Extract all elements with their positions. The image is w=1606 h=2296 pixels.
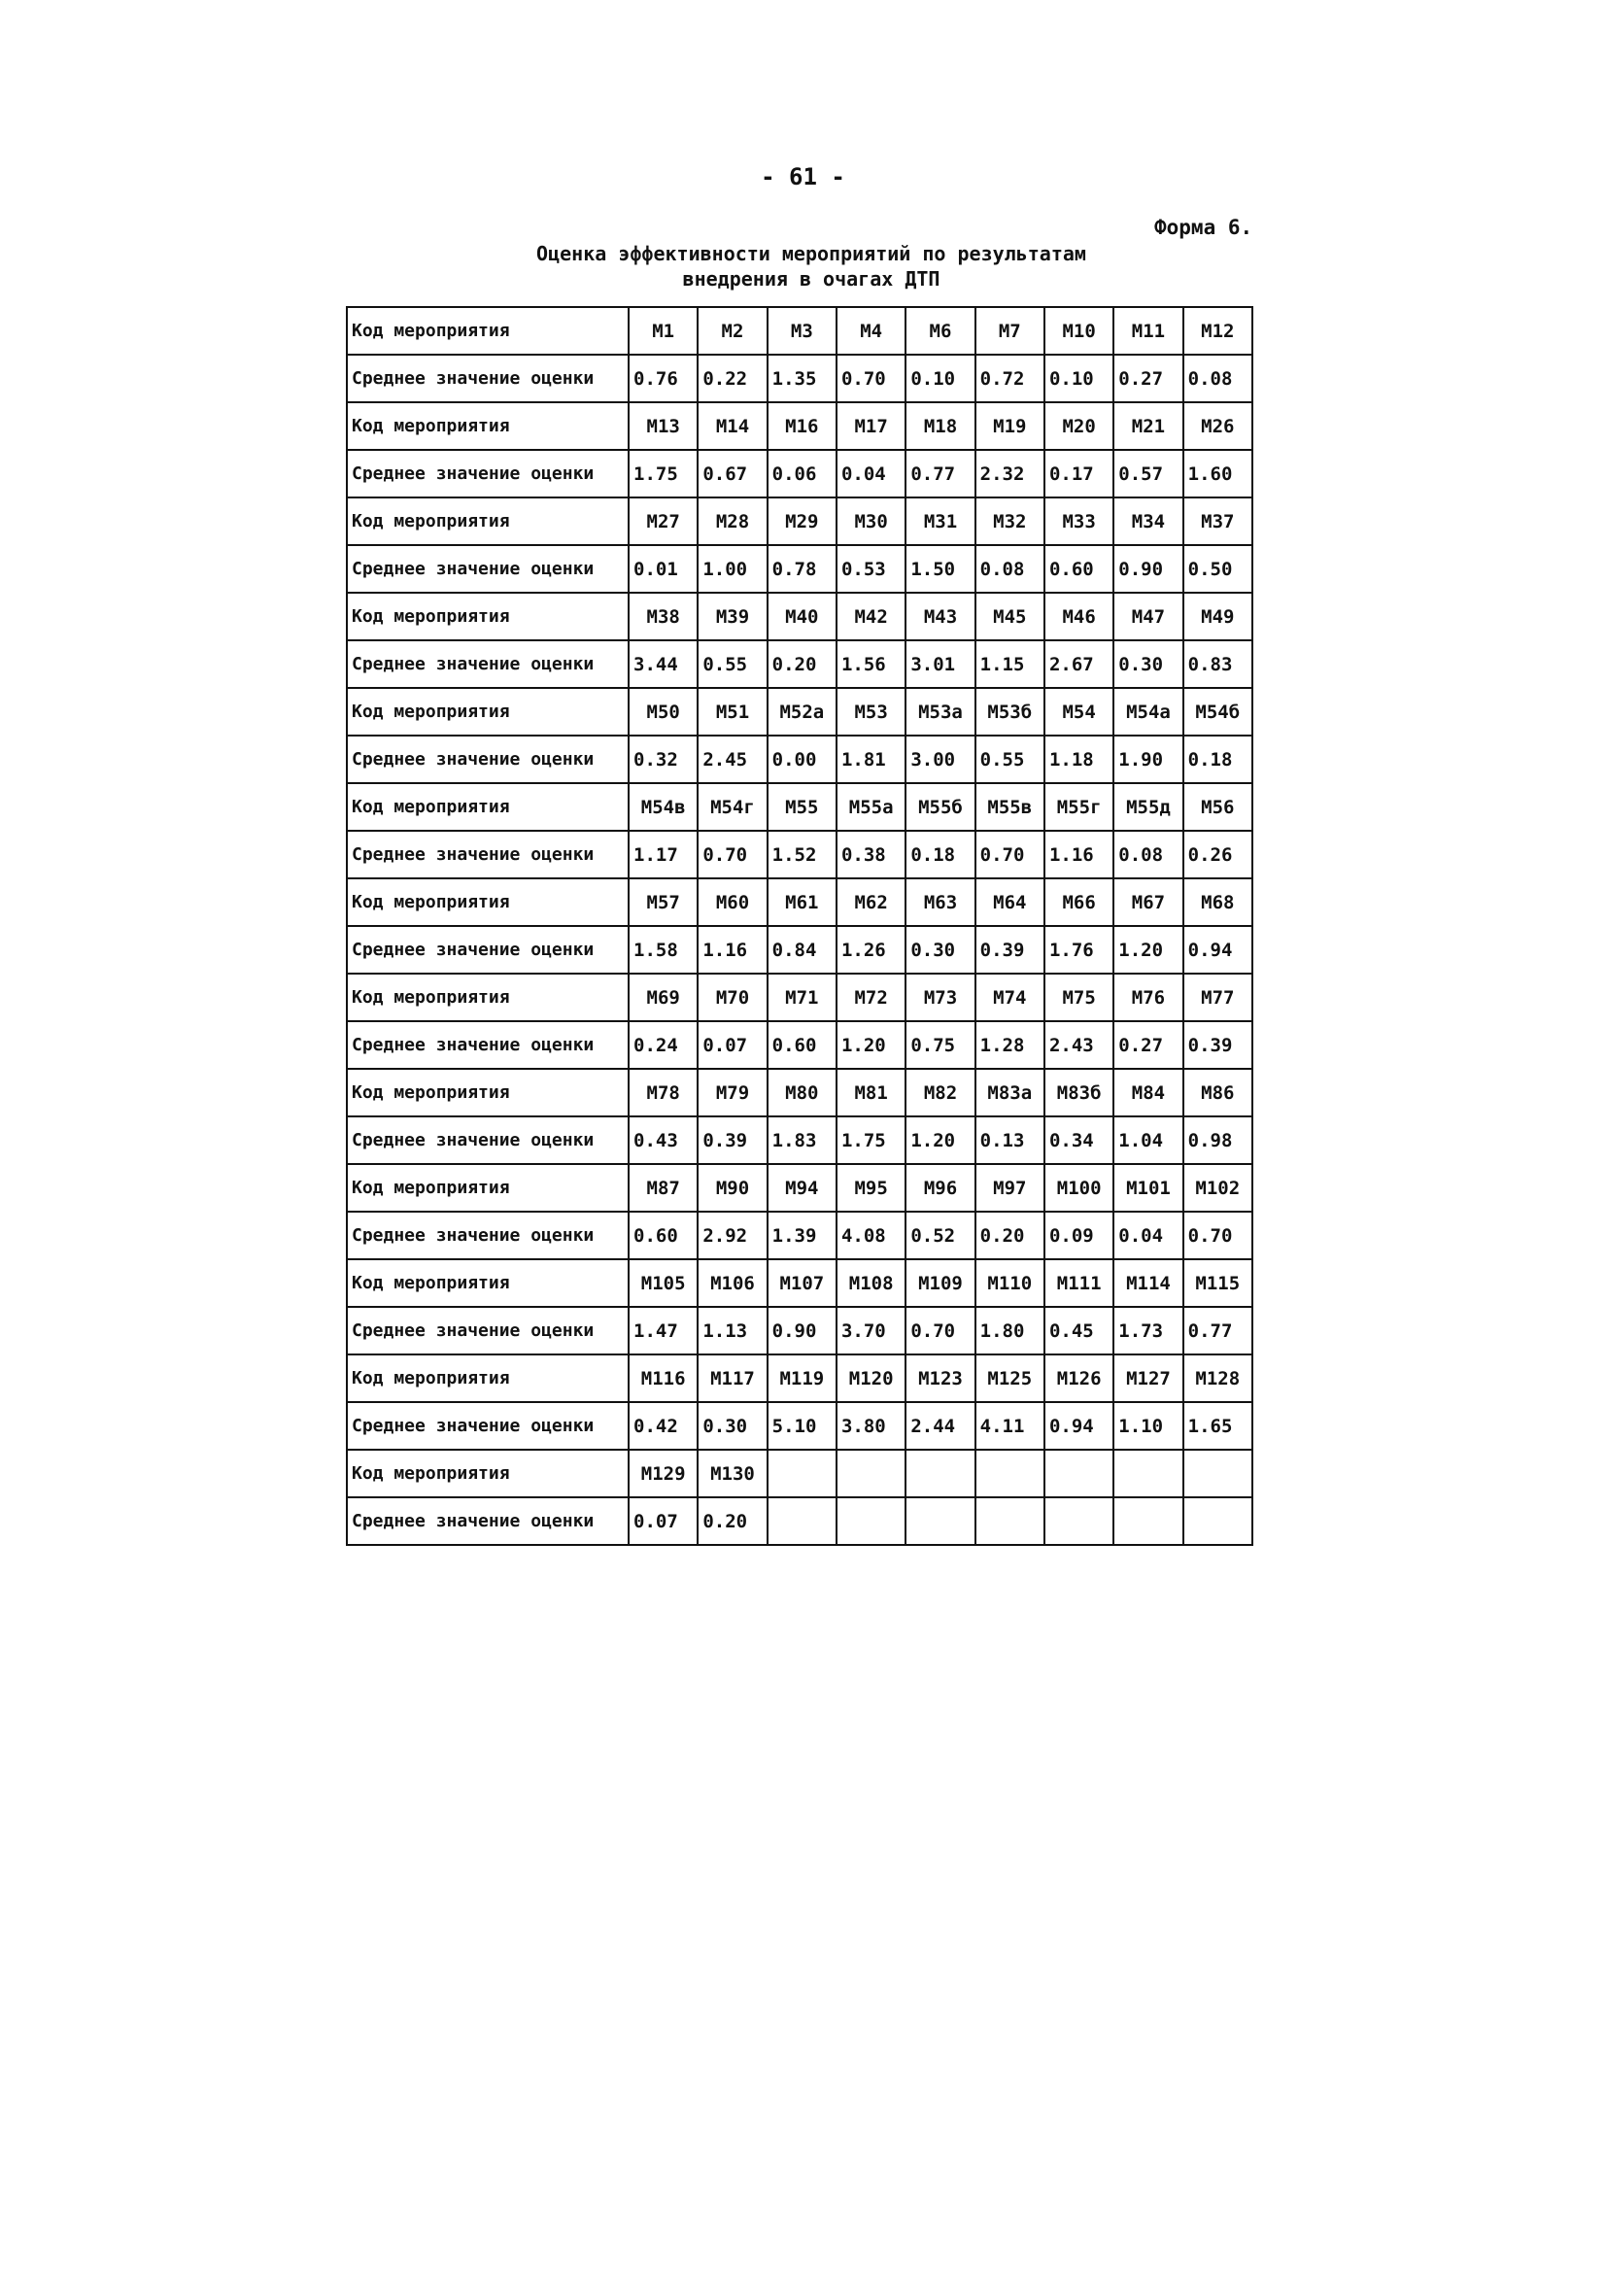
measure-code-cell: M10	[1044, 307, 1113, 355]
score-value-cell: 1.75	[837, 1116, 906, 1164]
code-row-label: Код мероприятия	[347, 974, 629, 1021]
score-value-cell: 0.77	[906, 450, 974, 497]
score-value-cell: 1.81	[837, 736, 906, 783]
measure-code-cell: M70	[698, 974, 767, 1021]
measure-code-cell: M6	[906, 307, 974, 355]
score-value-cell: 1.16	[698, 926, 767, 974]
measure-code-cell: M71	[768, 974, 837, 1021]
code-row-label: Код мероприятия	[347, 1069, 629, 1116]
value-row-label: Среднее значение оценки	[347, 640, 629, 688]
measure-code-cell: M13	[629, 402, 698, 450]
measure-code-cell: M83б	[1044, 1069, 1113, 1116]
code-row-label: Код мероприятия	[347, 1354, 629, 1402]
score-value-cell: 0.57	[1113, 450, 1182, 497]
score-value-cell: 1.00	[698, 545, 767, 593]
measure-code-cell: M50	[629, 688, 698, 736]
score-value-cell: 0.70	[975, 831, 1044, 878]
score-value-cell: 0.18	[1183, 736, 1252, 783]
score-value-cell: 1.60	[1183, 450, 1252, 497]
score-value-cell: 1.20	[1113, 926, 1182, 974]
measure-code-cell: M29	[768, 497, 837, 545]
code-row	[347, 783, 1252, 831]
measure-code-cell: M82	[906, 1069, 974, 1116]
measure-code-cell: M19	[975, 402, 1044, 450]
score-value-cell: 0.30	[1113, 640, 1182, 688]
measure-code-cell: M116	[629, 1354, 698, 1402]
code-row	[347, 307, 1252, 355]
measure-code-cell: M120	[837, 1354, 906, 1402]
measure-code-cell: M126	[1044, 1354, 1113, 1402]
measure-code-cell: M55в	[975, 783, 1044, 831]
measure-code-cell: M54	[1044, 688, 1113, 736]
measure-code-cell: M39	[698, 593, 767, 640]
score-value-cell	[768, 1497, 837, 1545]
score-value-cell: 1.20	[906, 1116, 974, 1164]
measure-code-cell: M55a	[837, 783, 906, 831]
measures-table	[346, 306, 1253, 1546]
score-value-cell: 1.10	[1113, 1402, 1182, 1450]
measure-code-cell: M61	[768, 878, 837, 926]
measure-code-cell: M11	[1113, 307, 1182, 355]
measure-code-cell: M51	[698, 688, 767, 736]
score-value-cell: 1.50	[906, 545, 974, 593]
value-row	[347, 1497, 1252, 1545]
score-value-cell: 1.76	[1044, 926, 1113, 974]
score-value-cell	[1113, 1497, 1182, 1545]
measure-code-cell: M73	[906, 974, 974, 1021]
value-row-label: Среднее значение оценки	[347, 1497, 629, 1545]
measure-code-cell: M37	[1183, 497, 1252, 545]
measure-code-cell: M94	[768, 1164, 837, 1212]
score-value-cell: 1.26	[837, 926, 906, 974]
measure-code-cell: M110	[975, 1259, 1044, 1307]
measure-code-cell: M55д	[1113, 783, 1182, 831]
measure-code-cell	[768, 1450, 837, 1497]
score-value-cell: 0.45	[1044, 1307, 1113, 1354]
measure-code-cell: M33	[1044, 497, 1113, 545]
measure-code-cell: M46	[1044, 593, 1113, 640]
measure-code-cell: M101	[1113, 1164, 1182, 1212]
score-value-cell: 5.10	[768, 1402, 837, 1450]
code-row-label: Код мероприятия	[347, 593, 629, 640]
measure-code-cell: M127	[1113, 1354, 1182, 1402]
code-row	[347, 593, 1252, 640]
measure-code-cell: M2	[698, 307, 767, 355]
score-value-cell: 0.39	[698, 1116, 767, 1164]
value-row	[347, 736, 1252, 783]
score-value-cell: 0.30	[906, 926, 974, 974]
measure-code-cell: M56	[1183, 783, 1252, 831]
score-value-cell: 0.90	[768, 1307, 837, 1354]
measure-code-cell: M87	[629, 1164, 698, 1212]
measure-code-cell: M55б	[906, 783, 974, 831]
measure-code-cell: M53	[837, 688, 906, 736]
score-value-cell: 2.32	[975, 450, 1044, 497]
measure-code-cell: M34	[1113, 497, 1182, 545]
score-value-cell: 0.94	[1044, 1402, 1113, 1450]
score-value-cell: 0.04	[837, 450, 906, 497]
score-value-cell: 0.22	[698, 355, 767, 402]
measure-code-cell	[837, 1450, 906, 1497]
measure-code-cell: M107	[768, 1259, 837, 1307]
measure-code-cell: M123	[906, 1354, 974, 1402]
score-value-cell: 0.43	[629, 1116, 698, 1164]
measure-code-cell: M108	[837, 1259, 906, 1307]
score-value-cell: 0.70	[906, 1307, 974, 1354]
measure-code-cell: M75	[1044, 974, 1113, 1021]
measure-code-cell: M21	[1113, 402, 1182, 450]
measure-code-cell: M96	[906, 1164, 974, 1212]
score-value-cell: 0.04	[1113, 1212, 1182, 1259]
measure-code-cell: M80	[768, 1069, 837, 1116]
score-value-cell: 0.10	[1044, 355, 1113, 402]
value-row-label: Среднее значение оценки	[347, 736, 629, 783]
value-row-label: Среднее значение оценки	[347, 1021, 629, 1069]
score-value-cell: 1.35	[768, 355, 837, 402]
value-row-label: Среднее значение оценки	[347, 831, 629, 878]
measure-code-cell: M63	[906, 878, 974, 926]
score-value-cell: 0.08	[975, 545, 1044, 593]
score-value-cell: 0.17	[1044, 450, 1113, 497]
measure-code-cell: M74	[975, 974, 1044, 1021]
measure-code-cell: M47	[1113, 593, 1182, 640]
score-value-cell: 1.65	[1183, 1402, 1252, 1450]
score-value-cell: 1.16	[1044, 831, 1113, 878]
score-value-cell: 1.39	[768, 1212, 837, 1259]
code-row-label: Код мероприятия	[347, 1164, 629, 1212]
measure-code-cell: M1	[629, 307, 698, 355]
score-value-cell	[906, 1497, 974, 1545]
score-value-cell	[1183, 1497, 1252, 1545]
measure-code-cell: M49	[1183, 593, 1252, 640]
measure-code-cell: M67	[1113, 878, 1182, 926]
measure-code-cell: M53б	[975, 688, 1044, 736]
value-row-label: Среднее значение оценки	[347, 355, 629, 402]
value-row-label: Среднее значение оценки	[347, 1307, 629, 1354]
value-row	[347, 926, 1252, 974]
value-row-label: Среднее значение оценки	[347, 1402, 629, 1450]
measure-code-cell: M55г	[1044, 783, 1113, 831]
measure-code-cell: M4	[837, 307, 906, 355]
score-value-cell: 0.70	[837, 355, 906, 402]
code-row	[347, 1354, 1252, 1402]
value-row	[347, 1116, 1252, 1164]
score-value-cell: 0.77	[1183, 1307, 1252, 1354]
score-value-cell: 0.06	[768, 450, 837, 497]
score-value-cell	[837, 1497, 906, 1545]
measure-code-cell: M54a	[1113, 688, 1182, 736]
score-value-cell	[1044, 1497, 1113, 1545]
measure-code-cell: M109	[906, 1259, 974, 1307]
measure-code-cell: M128	[1183, 1354, 1252, 1402]
score-value-cell: 0.20	[698, 1497, 767, 1545]
score-value-cell: 4.08	[837, 1212, 906, 1259]
measure-code-cell: M54в	[629, 783, 698, 831]
score-value-cell: 0.39	[1183, 1021, 1252, 1069]
score-value-cell: 0.52	[906, 1212, 974, 1259]
value-row	[347, 1212, 1252, 1259]
code-row	[347, 402, 1252, 450]
form-label: Форма 6.	[1154, 216, 1253, 239]
title-line-1: Оценка эффективности мероприятий по результатам	[536, 242, 1086, 265]
value-row	[347, 831, 1252, 878]
measure-code-cell: M54г	[698, 783, 767, 831]
measure-code-cell: M38	[629, 593, 698, 640]
value-row	[347, 1402, 1252, 1450]
measure-code-cell: M129	[629, 1450, 698, 1497]
measure-code-cell: M106	[698, 1259, 767, 1307]
score-value-cell: 0.39	[975, 926, 1044, 974]
score-value-cell: 2.92	[698, 1212, 767, 1259]
value-row-label: Среднее значение оценки	[347, 926, 629, 974]
value-row-label: Среднее значение оценки	[347, 1116, 629, 1164]
measure-code-cell: M16	[768, 402, 837, 450]
score-value-cell: 0.60	[629, 1212, 698, 1259]
score-value-cell: 0.27	[1113, 1021, 1182, 1069]
measure-code-cell: M28	[698, 497, 767, 545]
value-row	[347, 450, 1252, 497]
score-value-cell	[975, 1497, 1044, 1545]
score-value-cell: 1.83	[768, 1116, 837, 1164]
score-value-cell: 4.11	[975, 1402, 1044, 1450]
score-value-cell: 0.24	[629, 1021, 698, 1069]
measure-code-cell: M114	[1113, 1259, 1182, 1307]
measure-code-cell	[1113, 1450, 1182, 1497]
code-row-label: Код мероприятия	[347, 402, 629, 450]
measure-code-cell: M40	[768, 593, 837, 640]
measure-code-cell: M97	[975, 1164, 1044, 1212]
code-row	[347, 497, 1252, 545]
page-number: - 61 -	[761, 163, 845, 190]
measure-code-cell: M78	[629, 1069, 698, 1116]
measure-code-cell: M31	[906, 497, 974, 545]
measure-code-cell: M86	[1183, 1069, 1252, 1116]
measure-code-cell: M42	[837, 593, 906, 640]
measure-code-cell: M76	[1113, 974, 1182, 1021]
measure-code-cell	[1183, 1450, 1252, 1497]
code-row-label: Код мероприятия	[347, 688, 629, 736]
measure-code-cell: M77	[1183, 974, 1252, 1021]
measure-code-cell: M14	[698, 402, 767, 450]
score-value-cell: 0.10	[906, 355, 974, 402]
score-value-cell: 0.01	[629, 545, 698, 593]
code-row-label: Код мероприятия	[347, 497, 629, 545]
code-row	[347, 974, 1252, 1021]
measure-code-cell: M55	[768, 783, 837, 831]
measure-code-cell: M68	[1183, 878, 1252, 926]
measure-code-cell: M53a	[906, 688, 974, 736]
code-row-label: Код мероприятия	[347, 1259, 629, 1307]
score-value-cell: 0.13	[975, 1116, 1044, 1164]
value-row-label: Среднее значение оценки	[347, 450, 629, 497]
measure-code-cell: M83a	[975, 1069, 1044, 1116]
score-value-cell: 0.20	[975, 1212, 1044, 1259]
score-value-cell: 3.01	[906, 640, 974, 688]
code-row-label: Код мероприятия	[347, 307, 629, 355]
value-row	[347, 640, 1252, 688]
measure-code-cell	[1044, 1450, 1113, 1497]
title-line-2: внедрения в очагах ДТП	[682, 267, 940, 291]
code-row	[347, 688, 1252, 736]
score-value-cell: 0.55	[698, 640, 767, 688]
measure-code-cell: M60	[698, 878, 767, 926]
score-value-cell: 1.18	[1044, 736, 1113, 783]
score-value-cell: 1.90	[1113, 736, 1182, 783]
score-value-cell: 0.08	[1113, 831, 1182, 878]
score-value-cell: 0.70	[1183, 1212, 1252, 1259]
code-row-label: Код мероприятия	[347, 783, 629, 831]
score-value-cell: 0.60	[768, 1021, 837, 1069]
score-value-cell: 3.44	[629, 640, 698, 688]
score-value-cell: 0.98	[1183, 1116, 1252, 1164]
score-value-cell: 1.73	[1113, 1307, 1182, 1354]
measure-code-cell: M66	[1044, 878, 1113, 926]
score-value-cell: 1.75	[629, 450, 698, 497]
score-value-cell: 1.28	[975, 1021, 1044, 1069]
value-row-label: Среднее значение оценки	[347, 1212, 629, 1259]
measure-code-cell: M72	[837, 974, 906, 1021]
score-value-cell: 0.60	[1044, 545, 1113, 593]
score-value-cell: 0.38	[837, 831, 906, 878]
value-row	[347, 545, 1252, 593]
measure-code-cell: M26	[1183, 402, 1252, 450]
score-value-cell: 1.47	[629, 1307, 698, 1354]
code-row	[347, 1069, 1252, 1116]
measure-code-cell: M43	[906, 593, 974, 640]
measure-code-cell: M130	[698, 1450, 767, 1497]
score-value-cell: 1.20	[837, 1021, 906, 1069]
code-row-label: Код мероприятия	[347, 1450, 629, 1497]
score-value-cell: 0.18	[906, 831, 974, 878]
score-value-cell: 0.07	[629, 1497, 698, 1545]
score-value-cell: 1.58	[629, 926, 698, 974]
score-value-cell: 0.20	[768, 640, 837, 688]
measure-code-cell: M117	[698, 1354, 767, 1402]
score-value-cell: 0.75	[906, 1021, 974, 1069]
measure-code-cell: M119	[768, 1354, 837, 1402]
measure-code-cell: M20	[1044, 402, 1113, 450]
score-value-cell: 1.17	[629, 831, 698, 878]
measure-code-cell: M7	[975, 307, 1044, 355]
score-value-cell: 0.76	[629, 355, 698, 402]
score-value-cell: 0.78	[768, 545, 837, 593]
score-value-cell: 0.30	[698, 1402, 767, 1450]
measure-code-cell: M57	[629, 878, 698, 926]
score-value-cell: 0.07	[698, 1021, 767, 1069]
value-row	[347, 355, 1252, 402]
measure-code-cell: M95	[837, 1164, 906, 1212]
score-value-cell: 2.43	[1044, 1021, 1113, 1069]
measure-code-cell: M100	[1044, 1164, 1113, 1212]
score-value-cell: 0.32	[629, 736, 698, 783]
measure-code-cell	[975, 1450, 1044, 1497]
measure-code-cell: M30	[837, 497, 906, 545]
score-value-cell: 0.90	[1113, 545, 1182, 593]
measure-code-cell: M12	[1183, 307, 1252, 355]
score-value-cell: 1.04	[1113, 1116, 1182, 1164]
measure-code-cell: M105	[629, 1259, 698, 1307]
score-value-cell: 1.80	[975, 1307, 1044, 1354]
measure-code-cell: M84	[1113, 1069, 1182, 1116]
score-value-cell: 0.08	[1183, 355, 1252, 402]
value-row-label: Среднее значение оценки	[347, 545, 629, 593]
measure-code-cell: M125	[975, 1354, 1044, 1402]
score-value-cell: 0.55	[975, 736, 1044, 783]
measure-code-cell: M81	[837, 1069, 906, 1116]
measure-code-cell: M64	[975, 878, 1044, 926]
measure-code-cell	[906, 1450, 974, 1497]
score-value-cell: 0.00	[768, 736, 837, 783]
measure-code-cell: M90	[698, 1164, 767, 1212]
measure-code-cell: M79	[698, 1069, 767, 1116]
score-value-cell: 3.00	[906, 736, 974, 783]
measure-code-cell: M17	[837, 402, 906, 450]
table-title	[505, 241, 1117, 291]
measure-code-cell: M18	[906, 402, 974, 450]
measure-code-cell: M69	[629, 974, 698, 1021]
code-row	[347, 1259, 1252, 1307]
score-value-cell: 3.80	[837, 1402, 906, 1450]
score-value-cell: 0.84	[768, 926, 837, 974]
measure-code-cell: M102	[1183, 1164, 1252, 1212]
score-value-cell: 0.70	[698, 831, 767, 878]
score-value-cell: 0.94	[1183, 926, 1252, 974]
score-value-cell: 2.67	[1044, 640, 1113, 688]
code-row	[347, 1164, 1252, 1212]
measure-code-cell: M111	[1044, 1259, 1113, 1307]
measure-code-cell: M52a	[768, 688, 837, 736]
code-row	[347, 1450, 1252, 1497]
score-value-cell: 2.45	[698, 736, 767, 783]
score-value-cell: 1.13	[698, 1307, 767, 1354]
score-value-cell: 0.67	[698, 450, 767, 497]
measure-code-cell: M54б	[1183, 688, 1252, 736]
measure-code-cell: M62	[837, 878, 906, 926]
score-value-cell: 0.50	[1183, 545, 1252, 593]
score-value-cell: 2.44	[906, 1402, 974, 1450]
code-row	[347, 878, 1252, 926]
score-value-cell: 0.27	[1113, 355, 1182, 402]
score-value-cell: 0.09	[1044, 1212, 1113, 1259]
measure-code-cell: M3	[768, 307, 837, 355]
score-value-cell: 1.52	[768, 831, 837, 878]
score-value-cell: 0.83	[1183, 640, 1252, 688]
measure-code-cell: M115	[1183, 1259, 1252, 1307]
score-value-cell: 1.56	[837, 640, 906, 688]
measure-code-cell: M32	[975, 497, 1044, 545]
value-row	[347, 1021, 1252, 1069]
code-row-label: Код мероприятия	[347, 878, 629, 926]
measure-code-cell: M45	[975, 593, 1044, 640]
measure-code-cell: M27	[629, 497, 698, 545]
score-value-cell: 0.72	[975, 355, 1044, 402]
score-value-cell: 0.26	[1183, 831, 1252, 878]
score-value-cell: 0.34	[1044, 1116, 1113, 1164]
score-value-cell: 3.70	[837, 1307, 906, 1354]
value-row	[347, 1307, 1252, 1354]
score-value-cell: 0.53	[837, 545, 906, 593]
score-value-cell: 1.15	[975, 640, 1044, 688]
score-value-cell: 0.42	[629, 1402, 698, 1450]
